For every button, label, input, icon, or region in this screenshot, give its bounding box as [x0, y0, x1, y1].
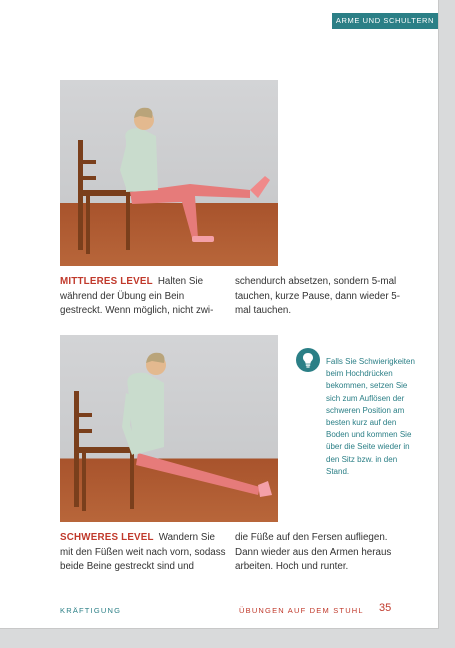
footer-section: ÜBUNGEN AUF DEM STUHL: [239, 606, 364, 615]
lightbulb-icon: [296, 348, 320, 372]
exercise-hard-text-col2: die Füße auf den Fersen aufliegen. Dann wieder aus den Armen heraus arbeiten. Hoch und runter.: [235, 532, 392, 572]
level-title-medium: MITTLERES LEVEL: [60, 276, 153, 287]
section-tab: ARME UND SCHULTERN: [332, 13, 438, 29]
exercise-medium-text-a: Halten Sie während der Übung ein Bein gestreckt. Wenn möglich, nicht zwi-: [60, 276, 214, 316]
exercise-photo-hard: [60, 335, 278, 522]
page-number: 35: [379, 602, 392, 614]
footer-chapter: KRÄFTIGUNG: [60, 606, 122, 615]
exercise-hard-text-a: Wandern Sie mit den Füßen weit nach vorn, sodass beide Beine gestreckt sind und: [60, 532, 226, 572]
exercise-hard-text-col1: [60, 531, 228, 575]
level-title-hard: SCHWERES LEVEL: [60, 532, 154, 543]
exercise-photo-medium: [60, 80, 278, 266]
exercise-medium-text-col2: schendurch absetzen, sondern 5-mal tauchen, kurze Pause, dann wieder 5-mal tauchen.: [235, 276, 401, 316]
exercise-medium-text-col1: [60, 275, 228, 319]
tip-text: Falls Sie Schwierigkeiten beim Hochdrücken bekommen, setzen Sie sich zum Auflösen der schweren Position am besten kurz auf den Boden und kommen Sie über die Seite wieder in den Sitz bzw. in den Stand.: [326, 357, 415, 476]
